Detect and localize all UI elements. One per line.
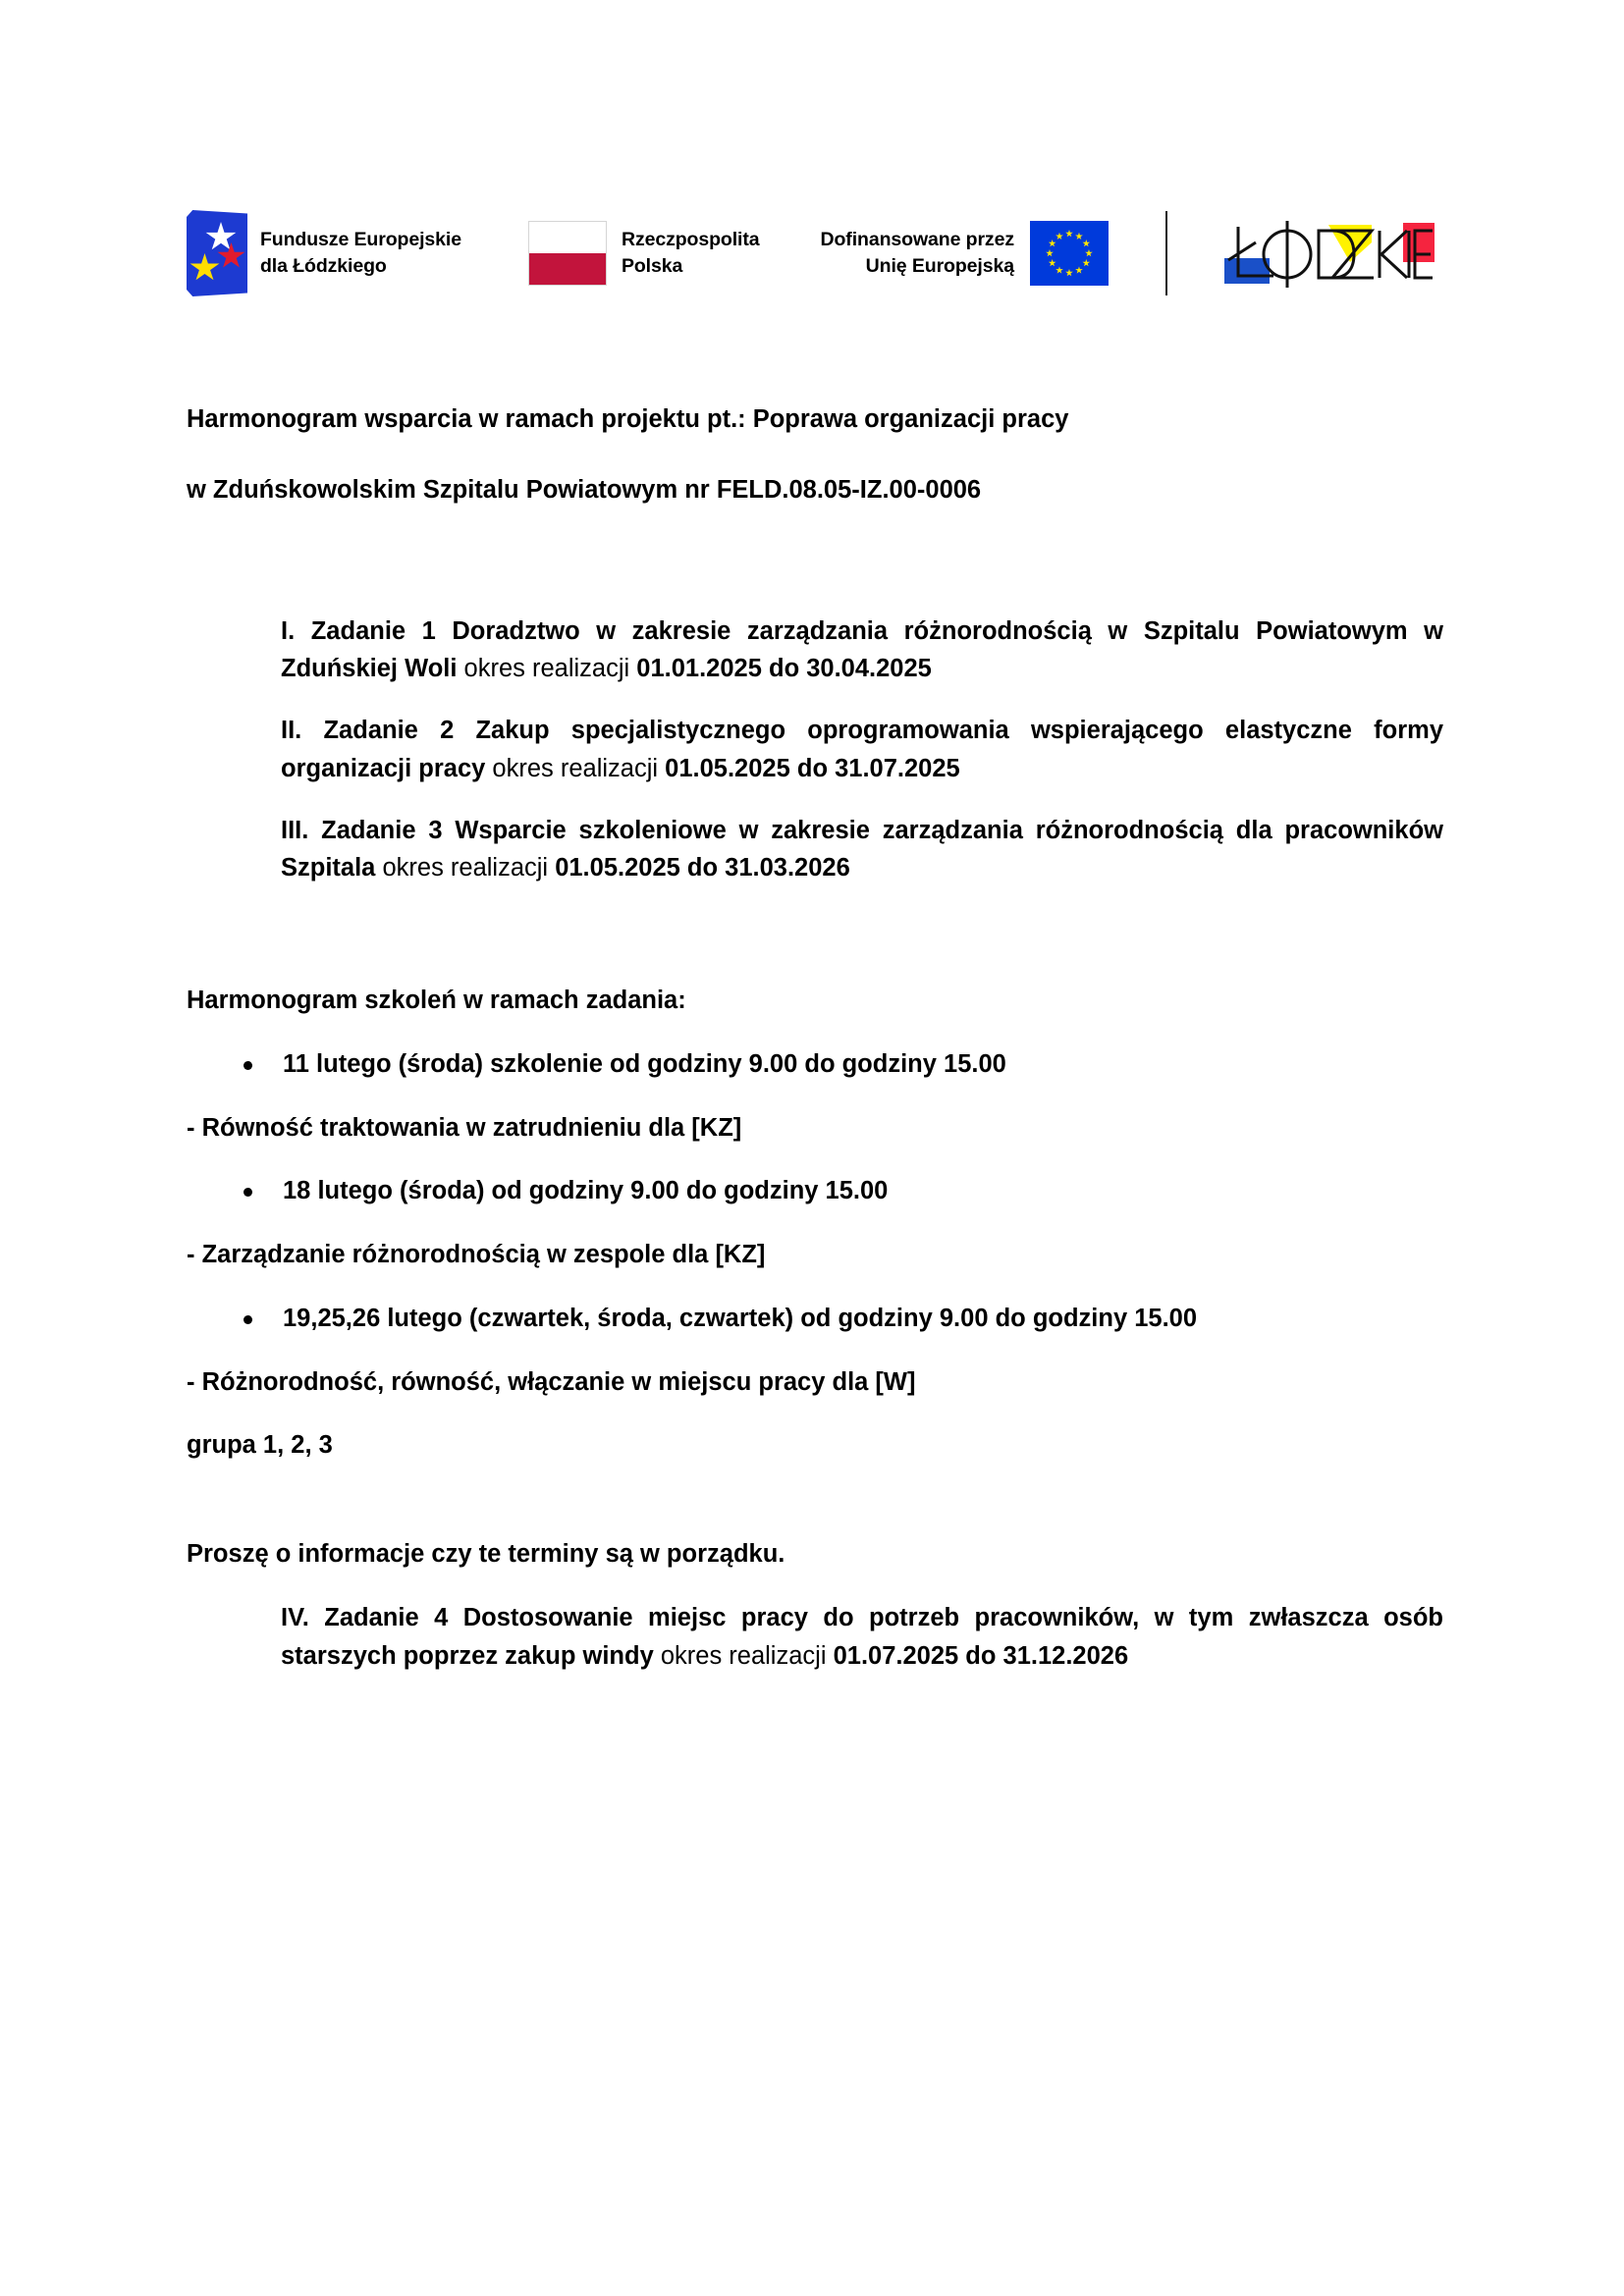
task-1-name: I. Zadanie 1 Doradztwo w zakresie zarządzania różnorodnością w Szpitalu Powiatowym w Zduńskiej Woli	[281, 616, 1443, 683]
european-union-flag-icon	[1030, 221, 1109, 286]
eu-star-icon	[1075, 266, 1083, 274]
logo-line-2: dla Łódzkiego	[260, 255, 387, 277]
logo-fundusze-europejskie	[187, 194, 461, 312]
fundusze-europejskie-icon	[187, 210, 247, 296]
list-item: 11 lutego (środa) szkolenie od godziny 9.00 do godziny 15.00	[187, 1045, 1443, 1084]
task-item-4	[281, 1599, 1443, 1676]
poland-flag-icon	[528, 221, 607, 286]
eu-star-icon	[1056, 266, 1063, 274]
eu-star-icon	[1082, 240, 1090, 247]
eu-star-icon	[1085, 249, 1093, 257]
training-schedule-list	[187, 1045, 1443, 1084]
schedule-detail-1: - Równość traktowania w zatrudnieniu dla [KZ]	[187, 1113, 742, 1142]
list-item: 18 lutego (środa) od godziny 9.00 do godziny 15.00	[187, 1172, 1443, 1210]
eu-star-icon	[1049, 259, 1056, 267]
logo-line-2: Unię Europejską	[865, 255, 1014, 277]
task-2-period-label: okres realizacji	[485, 754, 666, 782]
eu-star-icon	[1049, 240, 1056, 247]
task-4-period: 01.07.2025 do 31.12.2026	[833, 1641, 1129, 1670]
task-1-period: 01.01.2025 do 30.04.2025	[636, 655, 932, 683]
question-line: Proszę o informacje czy te terminy są w porządku.	[187, 1540, 785, 1568]
task-3-name: III. Zadanie 3 Wsparcie szkoleniowe w zakresie zarządzania różnorodnością dla pracowników Szpitala	[281, 816, 1443, 882]
funding-logo-bar	[187, 194, 1443, 312]
eu-star-icon	[1065, 230, 1073, 238]
eu-star-icon	[1056, 233, 1063, 240]
task-3-period-label: okres realizacji	[375, 854, 556, 882]
dofinansowane-label	[821, 227, 1014, 280]
schedule-detail-3: - Różnorodność, równość, włączanie w miejscu pracy dla [W]	[187, 1367, 916, 1396]
task-item-2	[281, 712, 1443, 788]
eu-star-icon	[1046, 249, 1054, 257]
groups-line: grupa 1, 2, 3	[187, 1431, 333, 1460]
task-item-1	[281, 613, 1443, 689]
task-item-3	[281, 812, 1443, 888]
task-2-period: 01.05.2025 do 31.07.2025	[665, 754, 960, 782]
document-title-line-2: w Zduńskowolskim Szpitalu Powiatowym nr FELD.08.05-IZ.00-0006	[187, 475, 982, 504]
fundusze-europejskie-label	[260, 227, 461, 280]
schedule-detail-2: - Zarządzanie różnorodnością w zespole dla [KZ]	[187, 1241, 766, 1268]
document-body	[187, 400, 1443, 1698]
eu-star-icon	[1082, 259, 1090, 267]
eu-star-icon	[1075, 233, 1083, 240]
training-schedule-list	[187, 1300, 1443, 1338]
lodzkie-wordmark-icon	[1222, 215, 1436, 292]
logo-divider	[1165, 211, 1167, 295]
task-4-period-label: okres realizacji	[653, 1641, 834, 1670]
training-schedule-list	[187, 1172, 1443, 1210]
logo-line-1: Dofinansowane przez	[820, 229, 1014, 251]
eu-star-icon	[1065, 269, 1073, 277]
logo-line-1: Rzeczpospolita	[621, 229, 760, 251]
task-2-name: II. Zadanie 2 Zakup specjalistycznego oprogramowania wspierającego elastyczne formy organizacji pracy	[281, 717, 1443, 782]
logo-line-1: Fundusze Europejskie	[260, 229, 461, 251]
task-4-name: IV. Zadanie 4 Dostosowanie miejsc pracy do potrzeb pracowników, w tym zwłaszcza osób starszych poprzez zakup windy	[281, 1603, 1443, 1670]
logo-rzeczpospolita-polska	[528, 194, 760, 312]
task-1-period-label: okres realizacji	[457, 655, 637, 683]
list-item: 19,25,26 lutego (czwartek, środa, czwartek) od godziny 9.00 do godziny 15.00	[187, 1300, 1443, 1338]
document-title-line-1: Harmonogram wsparcia w ramach projektu pt.: Poprawa organizacji pracy	[187, 405, 1069, 433]
task-3-period: 01.05.2025 do 31.03.2026	[555, 854, 850, 882]
schedule-heading: Harmonogram szkoleń w ramach zadania:	[187, 987, 686, 1014]
rzeczpospolita-polska-label	[622, 227, 760, 280]
logo-lodzkie	[1222, 215, 1436, 292]
logo-line-2: Polska	[621, 255, 683, 277]
logo-dofinansowane-unia-europejska	[821, 194, 1109, 312]
